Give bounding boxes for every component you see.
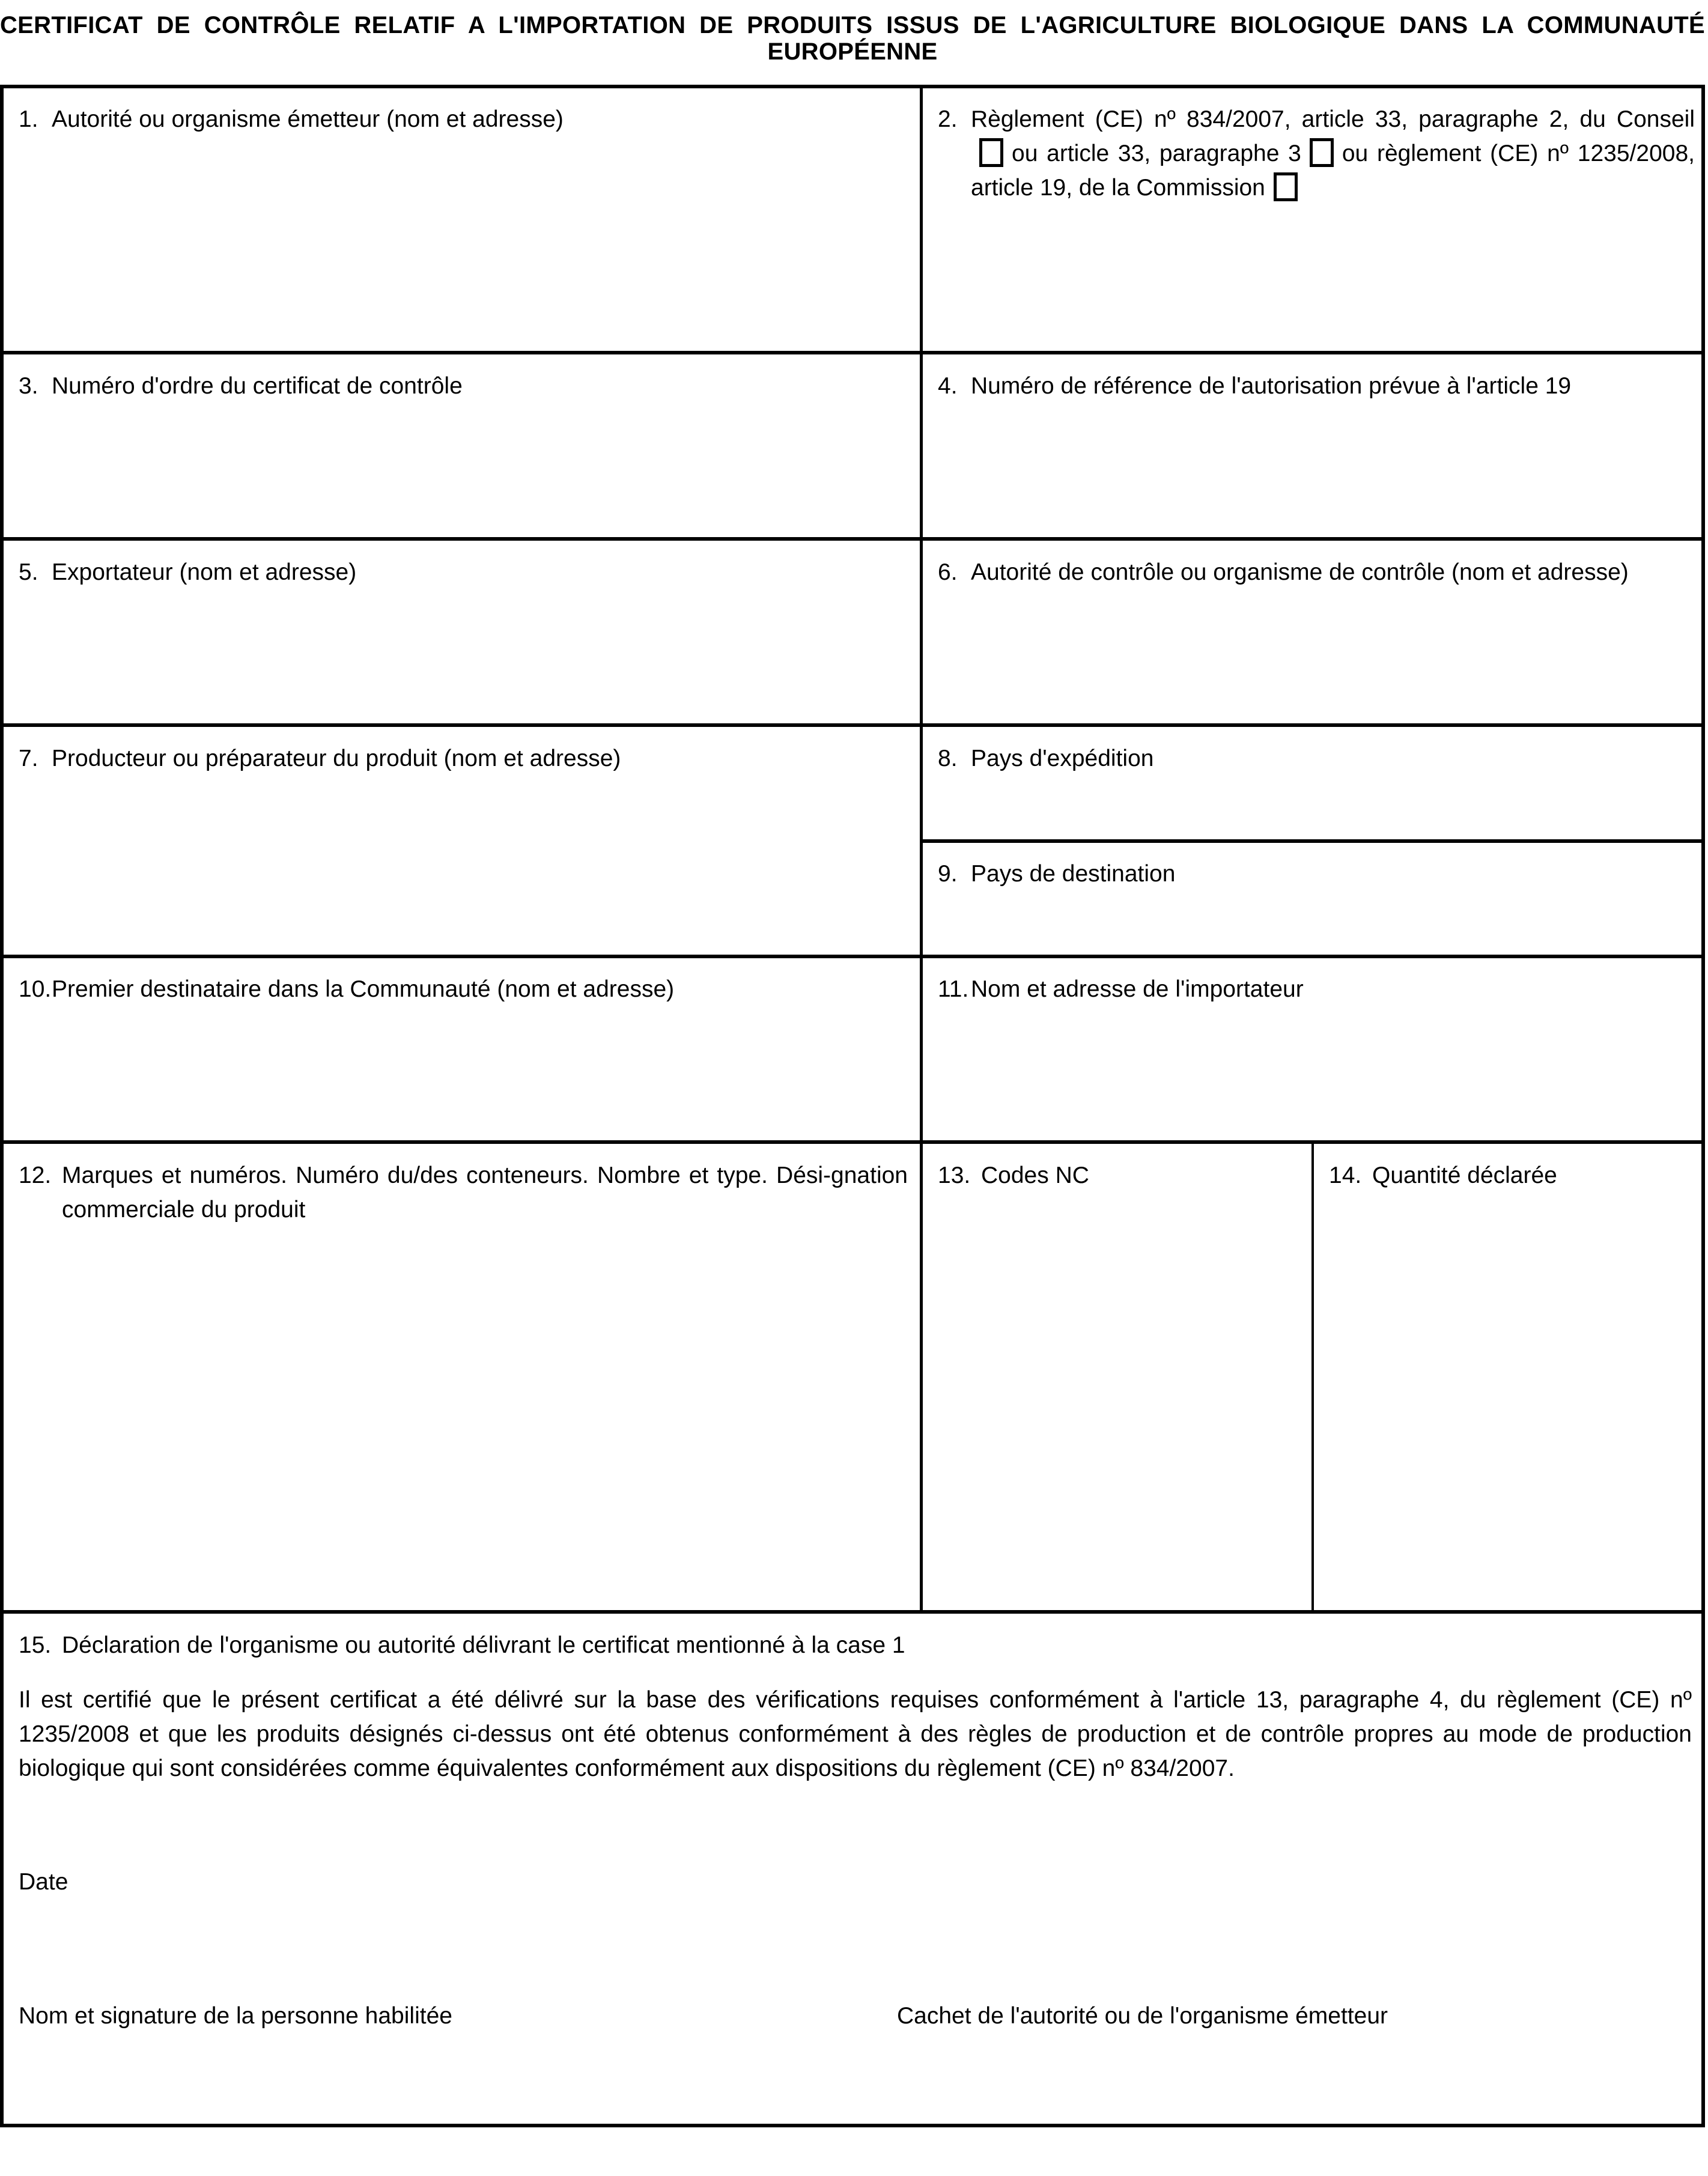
title-line-1: CERTIFICAT DE CONTRÔLE RELATIF A L'IMPORTATION DE PRODUITS ISSUS DE L'AGRICULTURE BIOLOGIQUE DANS LA COMMUNAUTÉ <box>0 12 1705 38</box>
box-number: 15. <box>19 1632 52 1658</box>
box-label: Exportateur (nom et adresse) <box>52 559 357 585</box>
box-number: 6. <box>938 559 958 585</box>
row-divider <box>921 839 1705 843</box>
column-divider <box>920 85 923 1612</box>
row-divider <box>0 351 1705 354</box>
box-label: Nom et adresse de l'importateur <box>971 976 1304 1002</box>
box-15-declaration <box>4 1628 1701 1662</box>
box-8-country-of-dispatch[interactable] <box>923 741 1695 776</box>
box-number: 13. <box>938 1162 971 1188</box>
box-label: Autorité de contrôle ou organisme de contrôle (nom et adresse) <box>971 559 1629 585</box>
box-2-text-part3: ou règlement (CE) nº 1235/2008, article 19, de la Commission <box>971 141 1695 201</box>
box-label: Numéro d'ordre du certificat de contrôle <box>52 373 463 399</box>
row-divider <box>0 1610 1705 1614</box>
signature-label: Nom et signature de la personne habilitée <box>19 2003 452 2029</box>
box-label: Numéro de référence de l'autorisation prévue à l'article 19 <box>971 373 1572 399</box>
box-label: Marques et numéros. Numéro du/des conteneurs. Nombre et type. Dési-gnation commerciale du produit <box>62 1162 908 1223</box>
row-divider <box>0 537 1705 541</box>
box-9-country-of-destination[interactable] <box>923 857 1695 891</box>
box-13-cn-codes[interactable] <box>923 1158 1310 1193</box>
box-6-control-authority[interactable] <box>923 555 1701 589</box>
box-label: Pays d'expédition <box>971 746 1154 771</box>
box-label: Pays de destination <box>971 861 1176 887</box>
box-label: Déclaration de l'organisme ou autorité délivrant le certificat mentionné à la case 1 <box>62 1632 905 1658</box>
box-5-exporter[interactable] <box>4 555 905 589</box>
box-label: Premier destinataire dans la Communauté (nom et adresse) <box>52 976 675 1002</box>
checkbox-conseil[interactable] <box>979 138 1003 167</box>
box-number: 8. <box>938 746 958 771</box>
title-line-2: EUROPÉENNE <box>767 38 938 65</box>
checkbox-article-33-paragraphe-3[interactable] <box>1310 138 1334 167</box>
row-divider <box>0 1140 1705 1144</box>
box-12-marks-and-numbers[interactable] <box>4 1158 908 1227</box>
box-number: 14. <box>1329 1162 1362 1188</box>
row-divider <box>0 723 1705 727</box>
box-1-issuing-authority[interactable] <box>4 102 905 136</box>
box-number: 11. <box>938 976 969 1002</box>
box-4-authorisation-reference[interactable] <box>923 369 1695 403</box>
box-label: Quantité déclarée <box>1372 1162 1557 1188</box>
box-number: 3. <box>19 373 38 399</box>
box-number: 10. <box>19 976 52 1002</box>
box-15-statement: Il est certifié que le présent certificat a été délivré sur la base des vérifications requises conformément à l'article 13, paragraphe 4, du règlement (CE) nº 1235/2008 et que les produits désignés ci-dessus ont été obtenus conformément à des règles de production et de contrôle propres au mode de production biologique qui sont considérées comme équivalentes conformément aux dispositions du règlement (CE) nº 834/2007. <box>19 1687 1692 1781</box>
signature-field[interactable] <box>19 1999 860 2033</box>
box-2-text-part2: ou article 33, paragraphe 3 <box>1012 141 1301 166</box>
column-divider <box>1311 1142 1314 1612</box>
document-title <box>0 12 1705 65</box>
box-3-certificate-serial-number[interactable] <box>4 369 905 403</box>
checkbox-commission[interactable] <box>1274 172 1298 201</box>
box-2-regulation <box>923 102 1695 205</box>
row-divider <box>0 955 1705 958</box>
box-7-producer[interactable] <box>4 741 905 776</box>
box-label: Codes NC <box>981 1162 1089 1188</box>
box-number: 2. <box>938 106 958 132</box>
box-label: Autorité ou organisme émetteur (nom et adresse) <box>52 106 564 132</box>
box-number: 7. <box>19 746 38 771</box>
box-10-first-consignee[interactable] <box>4 972 905 1006</box>
box-label: Producteur ou préparateur du produit (nom et adresse) <box>52 746 621 771</box>
date-field[interactable] <box>19 1865 860 1899</box>
box-11-importer[interactable] <box>923 972 1695 1006</box>
box-number: 12. <box>19 1162 52 1188</box>
box-14-declared-quantity[interactable] <box>1314 1158 1701 1193</box>
box-number: 9. <box>938 861 958 887</box>
stamp-field[interactable] <box>897 1999 1678 2033</box>
box-2-text-part1: Règlement (CE) nº 834/2007, article 33, paragraphe 2, du Conseil <box>971 106 1695 132</box>
box-number: 4. <box>938 373 958 399</box>
box-number: 5. <box>19 559 38 585</box>
stamp-label: Cachet de l'autorité ou de l'organisme émetteur <box>897 2003 1388 2029</box>
box-number: 1. <box>19 106 38 132</box>
date-label: Date <box>19 1869 68 1895</box>
